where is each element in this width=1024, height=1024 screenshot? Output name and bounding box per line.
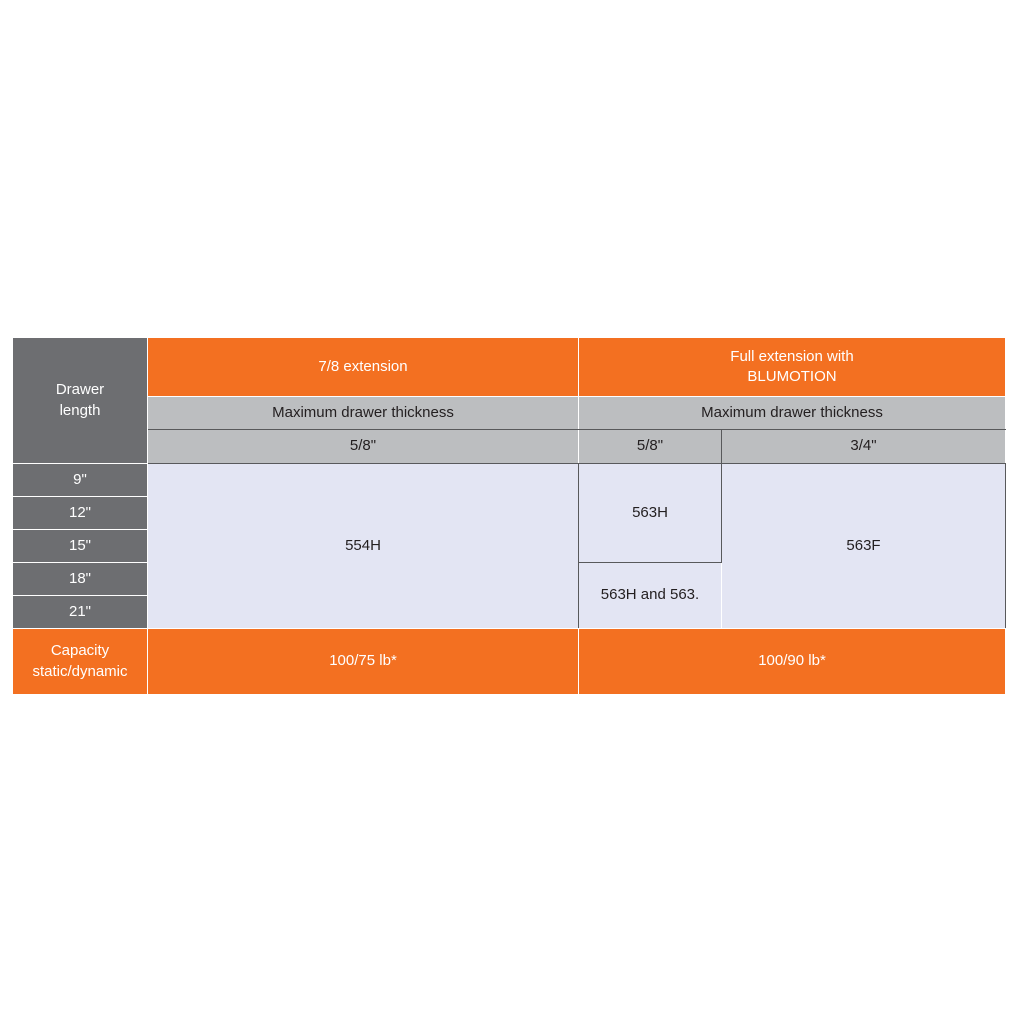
length-row-label: 15"	[13, 530, 148, 563]
thickness-b1: 5/8"	[579, 430, 722, 464]
capacity-label-line1: Capacity	[50, 642, 110, 660]
group-b-title-line2: BLUMOTION	[747, 368, 837, 385]
group-b-title	[579, 338, 1006, 397]
thickness-a: 5/8"	[148, 430, 579, 464]
length-row-label: 21"	[13, 596, 148, 629]
drawer-length-header-line2: length	[59, 401, 101, 419]
group-a-title: 7/8 extension	[148, 338, 579, 397]
drawer-runner-spec-table	[12, 337, 1006, 695]
thickness-label-a: Maximum drawer thickness	[148, 397, 579, 430]
length-row-label: 12"	[13, 497, 148, 530]
thickness-b2: 3/4"	[722, 430, 1006, 464]
length-row-label: 18"	[13, 563, 148, 596]
capacity-label-line2: static/dynamic	[32, 662, 128, 680]
drawer-length-header	[13, 338, 148, 464]
group-b-title-line1: Full extension with	[730, 347, 854, 365]
model-group-b1-upper: 563H	[579, 464, 722, 563]
length-row-label: 9"	[13, 464, 148, 497]
thickness-label-b: Maximum drawer thickness	[579, 397, 1006, 430]
drawer-length-header-line1: Drawer	[55, 381, 105, 399]
capacity-group-b: 100/90 lb*	[579, 629, 1006, 695]
model-group-b1-lower: 563H and 563.	[579, 563, 722, 629]
capacity-label	[13, 629, 148, 695]
model-group-a: 554H	[148, 464, 579, 629]
model-group-b2: 563F	[722, 464, 1006, 629]
capacity-group-a: 100/75 lb*	[148, 629, 579, 695]
